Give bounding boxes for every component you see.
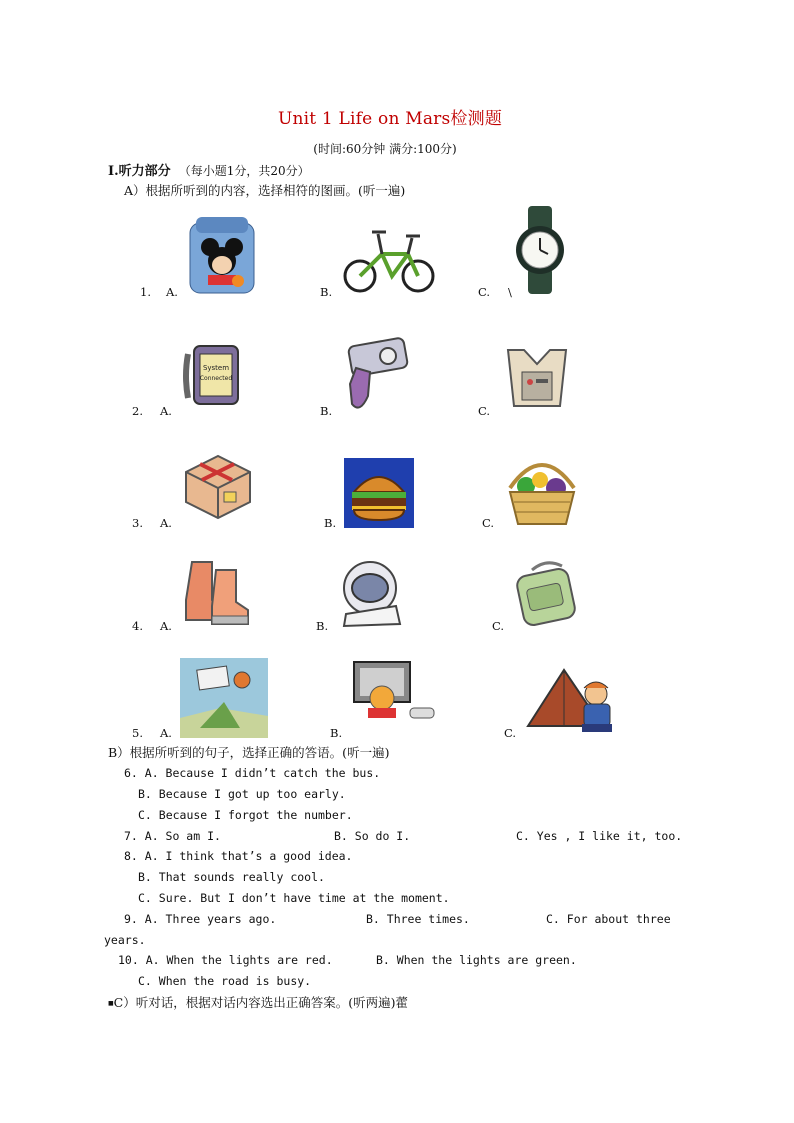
- smartwatch-icon: [180, 336, 244, 416]
- question-9c-wrap: years.: [104, 933, 146, 947]
- option-1b-label: B.: [320, 285, 333, 299]
- question-10a: 10. A. When the lights are red.: [118, 953, 333, 967]
- question-9c: C. For about three: [546, 912, 671, 926]
- part1-heading: Ⅰ.听力部分: [108, 164, 171, 179]
- backpack-green-icon: [512, 558, 584, 630]
- question-number-5: 5.: [132, 726, 143, 740]
- section-c-line: [108, 993, 408, 1011]
- page-subtitle: (时间:60分钟 满分:100分): [313, 142, 457, 156]
- section-b-instruction: B）根据所听到的句子，选择正确的答语。(听一遍): [108, 745, 390, 760]
- screen-text-1: System: [202, 364, 230, 372]
- option-1c-label: C.: [478, 285, 491, 299]
- question-8a: 8. A. I think that’s a good idea.: [124, 849, 353, 863]
- option-2b-label: B.: [320, 404, 333, 418]
- question-8b: B. That sounds really cool.: [138, 870, 325, 884]
- question-7b: B. So do I.: [334, 829, 411, 843]
- section-a-instruction: A）根据所听到的内容，选择相符的图画。(听一遍): [124, 183, 406, 198]
- screen-text-2: Connected: [199, 375, 233, 382]
- question-7c: C. Yes , I like it, too.: [516, 829, 683, 843]
- option-2c-label: C.: [478, 404, 491, 418]
- option-4b-label: B.: [316, 619, 329, 633]
- question-6b: B. Because I got up too early.: [138, 787, 346, 801]
- question-10b: B. When the lights are green.: [376, 953, 577, 967]
- question-number-3: 3.: [132, 516, 143, 530]
- part1-note: （每小题1分，共20分）: [178, 164, 310, 178]
- fruit-basket-icon: [504, 452, 580, 528]
- wristwatch-icon: [508, 204, 572, 296]
- basketball-icon: [180, 658, 268, 738]
- option-3a-label: A.: [160, 516, 172, 530]
- computer-user-icon: [350, 660, 438, 724]
- tent-camping-icon: [524, 664, 628, 738]
- section-c-instruction: C）听对话，根据对话内容选出正确答案。(听两遍): [113, 995, 396, 1010]
- hamburger-icon: [344, 458, 414, 528]
- question-9b: B. Three times.: [366, 912, 470, 926]
- option-3b-label: B.: [324, 516, 337, 530]
- option-5b-label: B.: [330, 726, 343, 740]
- question-number-2: 2.: [132, 404, 143, 418]
- question-7a: 7. A. So am I.: [124, 829, 221, 843]
- bicycle-icon: [342, 218, 438, 296]
- food-box-icon: [180, 448, 254, 522]
- question-6a: 6. A. Because I didn’t catch the bus.: [124, 766, 381, 780]
- space-helmet-icon: [336, 556, 406, 628]
- question-6c: C. Because I forgot the number.: [138, 808, 353, 822]
- question-number-4: 4.: [132, 619, 143, 633]
- option-4a-label: A.: [160, 619, 172, 633]
- stray-glyph: 藿: [395, 995, 409, 1010]
- stray-mark: \: [508, 285, 512, 299]
- option-4c-label: C.: [492, 619, 505, 633]
- robot-vest-icon: [502, 346, 572, 416]
- option-5c-label: C.: [504, 726, 517, 740]
- boots-icon: [182, 556, 252, 628]
- option-3c-label: C.: [482, 516, 495, 530]
- stray-square: ■: [108, 1000, 114, 1007]
- camera-icon: [340, 334, 412, 418]
- page-title: Unit 1 Life on Mars检测题: [277, 109, 503, 129]
- question-10c: C. When the road is busy.: [138, 974, 312, 988]
- option-1a-label: A.: [166, 285, 178, 299]
- question-number-1: 1.: [140, 285, 151, 299]
- backpack-icon: [186, 215, 258, 295]
- part1-heading-line: [108, 160, 310, 179]
- question-8c: C. Sure. But I don’t have time at the moment.: [138, 891, 450, 905]
- question-9a: 9. A. Three years ago.: [124, 912, 277, 926]
- option-2a-label: A.: [160, 404, 172, 418]
- option-5a-label: A.: [160, 726, 172, 740]
